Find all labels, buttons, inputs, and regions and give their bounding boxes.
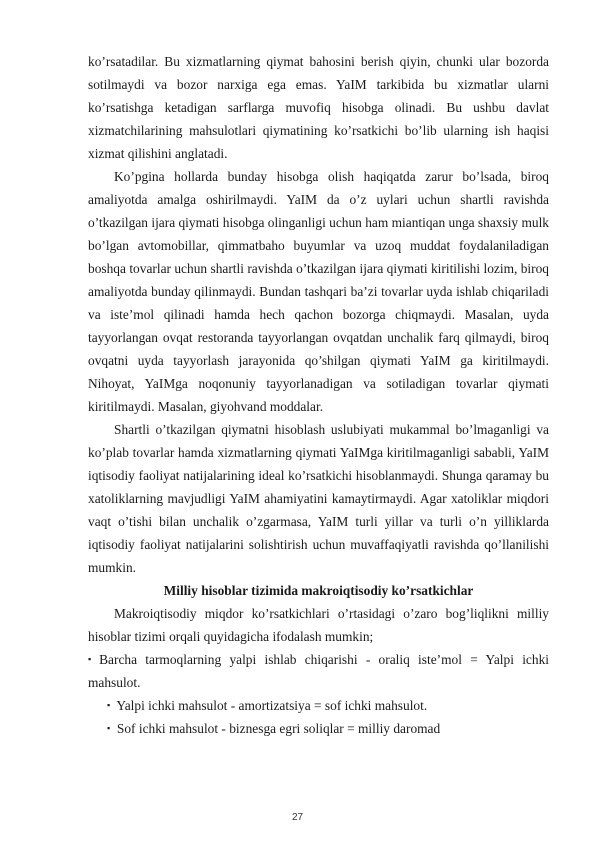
square-bullet-icon: ▪ <box>107 723 111 733</box>
section-heading: Milliy hisoblar tizimida makroiqtisodiy ko’rsatkichlar <box>163 583 474 598</box>
list-item <box>88 717 549 740</box>
list-item-text: Barcha tarmoqlarning yalpi ishlab chiqarishi - oraliq iste’mol = Yalpi ichki mahsulot. <box>88 652 549 690</box>
list-item <box>88 694 549 717</box>
page-number: 27 <box>291 812 304 823</box>
list-item <box>88 648 549 694</box>
paragraph-continuation: ko’rsatadilar. Bu xizmatlarning qiymat bahosini berish qiyin, chunki ular bozorda sotilmaydi va bozor narxiga ega emas. YaIM tarkibida bu xizmatlar ularni ko’rsatishga ketadigan sarflarga muvofiq hisobga olinadi. Bu ushbu davlat xizmatchilarining mahsulotlari qiymatining ko’rsatkichi bo’lib ularning ish haqisi xizmat qilishini anglatadi. <box>88 54 549 161</box>
paragraph-accounting-practice: Ko’pgina hollarda bunday hisobga olish haqiqatda zarur bo’lsada, biroq amaliyotda amalga oshirilmaydi. YaIM da o’z uylari uchun shartli ravishda o’tkazilgan ijara qiymati hisobga olinganligi uchun ham miantiqan unga shaxsiy mulk bo’lgan avtomobillar, qimmatbaho buyumlar va uzoq muddat foydalaniladigan boshqa tovarlar uchun shartli ravishda o’tkazilgan ijara qiymati kiritilishi lozim, biroq amaliyotda bunday qilinmaydi. Bundan tashqari ba’zi tovarlar uyda ishlab chiqariladi va iste’mol qilinadi hamda hech qachon bozorga chiqmaydi. Masalan, uyda tayyorlangan ovqat restoranda tayyorlangan ovqatdan unchalik farq qilmaydi, biroq ovqatni uyda tayyorlash jarayonida qo’shilgan qiymati YaIM ga kiritilmaydi. Nihoyat, YaIMga noqonuniy tayyorlanadigan va sotiladigan tovarlar qiymati kiritilmaydi. Masalan, giyohvand moddalar. <box>88 169 549 414</box>
list-item-text: Yalpi ichki mahsulot - amortizatsiya = sof ichki mahsulot. <box>116 698 428 713</box>
square-bullet-icon: ▪ <box>107 700 111 710</box>
body-text <box>88 50 549 740</box>
square-bullet-icon: ▪ <box>88 654 97 664</box>
list-item-text: Sof ichki mahsulot - biznesga egri soliqlar = milliy daromad <box>116 721 441 736</box>
paragraph-intro: Makroiqtisodiy miqdor ko’rsatkichlari o’rtasidagi o’zaro bog’liqlikni milliy hisoblar tizimi orqali quyidagicha ifodalash mumkin; <box>88 606 549 644</box>
paragraph-methodology: Shartli o’tkazilgan qiymatni hisoblash uslubiyati mukammal bo’lmaganligi va ko’plab tovarlar hamda xizmatlarning qiymati YaIMga kiritilmaganligi sababli, YaIM iqtisodiy faoliyat natijalarining ideal ko’rsatkichi hisoblanmaydi. Shunga qaramay bu xatoliklarning mavjudligi YaIM ahamiyatini kamaytirmaydi. Agar xatoliklar miqdori vaqt o’tishi bilan unchalik o’zgarmasa, YaIM turli yillar va turli o’n yilliklarda iqtisodiy faoliyat natijalarini solishtirish uchun muvaffaqiyatli ravishda qo’llanilishi mumkin. <box>88 422 549 575</box>
